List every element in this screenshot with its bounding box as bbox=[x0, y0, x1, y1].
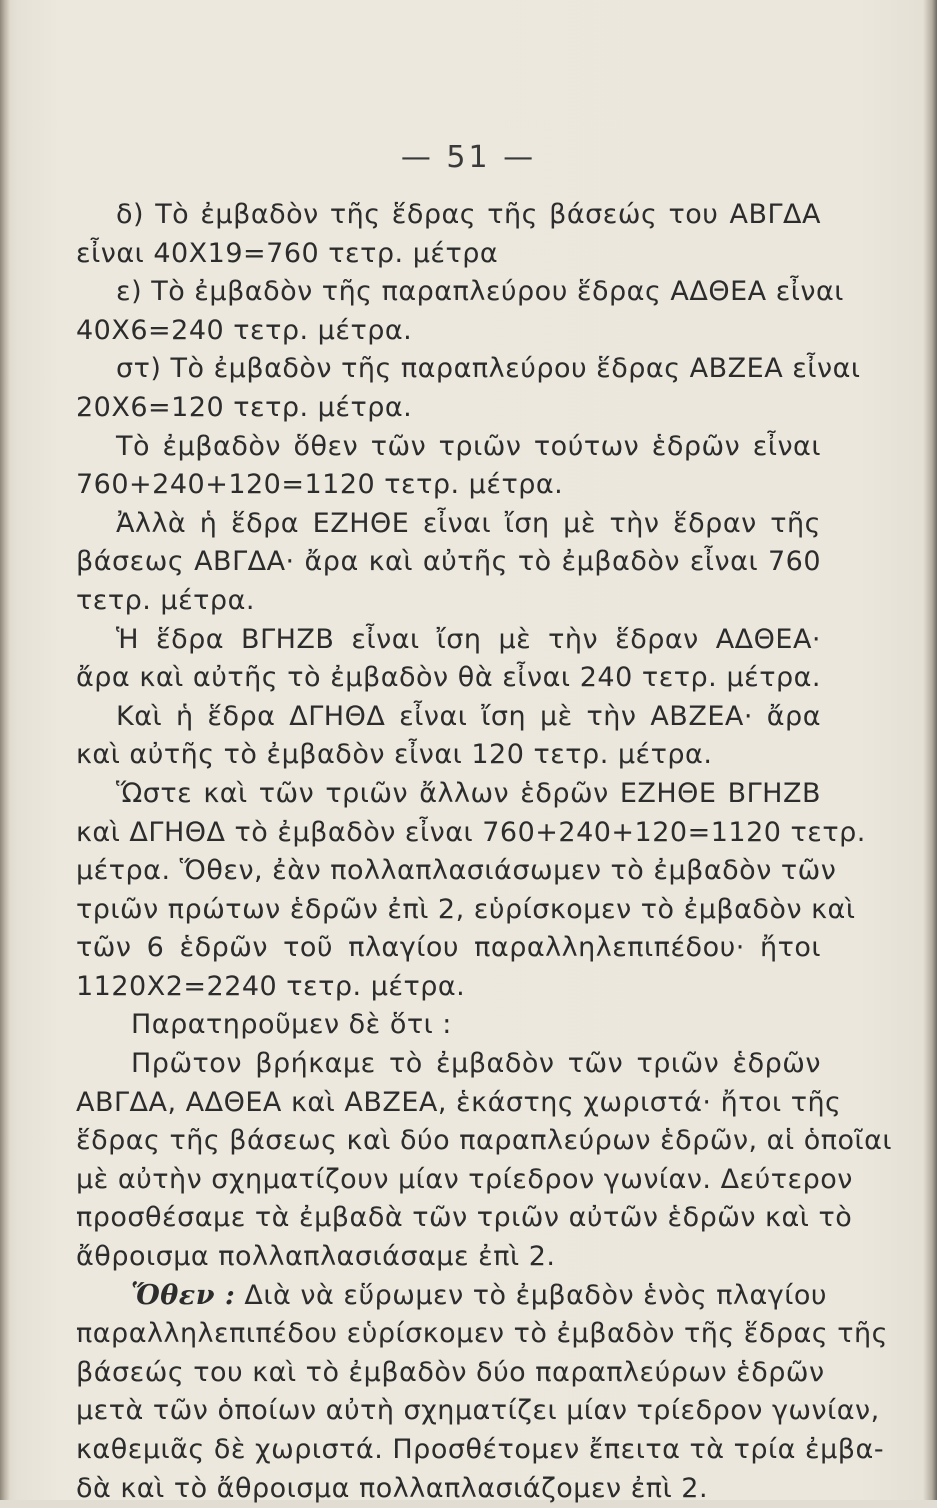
text-line: τῶν 6 ἑδρῶν τοῦ πλαγίου παραλληλεπιπέδου· ἤτοι bbox=[76, 932, 821, 964]
text-line: Πρῶτον βρήκαμε τὸ ἐμβαδὸν τῶν τριῶν ἑδρῶν bbox=[131, 1048, 821, 1080]
text-line: μέτρα. Ὅθεν, ἐὰν πολλαπλασιάσωμεν τὸ ἐμβαδὸν τῶν bbox=[76, 855, 837, 887]
text-line: εἶναι 40Χ19=760 τετρ. μέτρα bbox=[76, 237, 499, 269]
text-line: προσθέσαμε τὰ ἐμβαδὰ τῶν τριῶν αὐτῶν ἑδρῶν καὶ τὸ bbox=[76, 1202, 853, 1234]
text-line: ἄρα καὶ αὐτῆς τὸ ἐμβαδὸν θὰ εἶναι 240 τετρ. μέτρα. bbox=[76, 662, 821, 694]
text-line: τετρ. μέτρα. bbox=[76, 584, 255, 616]
text-line: Παρατηροῦμεν δὲ ὅτι : bbox=[131, 1009, 452, 1041]
text-line: δὰ καὶ τὸ ἄθροισμα πολλαπλασιάζομεν ἐπὶ 2. bbox=[76, 1472, 709, 1504]
lead-text: Διὰ νὰ εὕρωμεν τὸ ἐμβαδὸν ἑνὸς πλαγίου bbox=[244, 1279, 828, 1311]
final-paragraph-lead bbox=[76, 1277, 828, 1316]
text-line: μετὰ τῶν ὁποίων αὐτὴ σχηματίζει μίαν τρίεδρον γωνίαν, bbox=[76, 1395, 880, 1427]
page-number: — 51 — bbox=[400, 140, 537, 175]
text-line: 40Χ6=240 τετρ. μέτρα. bbox=[76, 314, 413, 346]
text-line: βάσεως ΑΒΓΔΑ· ἄρα καὶ αὐτῆς τὸ ἐμβαδὸν εἶναι 760 bbox=[76, 546, 821, 578]
body-text bbox=[76, 196, 893, 1508]
text-line: ἕδρας τῆς βάσεως καὶ δύο παραπλεύρων ἑδρῶν, αἱ ὁποῖαι bbox=[76, 1125, 893, 1157]
page-edge bbox=[923, 0, 937, 1500]
text-line: 760+240+120=1120 τετρ. μέτρα. bbox=[76, 469, 564, 501]
italic-lead: Ὅθεν : bbox=[131, 1279, 236, 1311]
text-line: παραλληλεπιπέδου εὑρίσκομεν τὸ ἐμβαδὸν τῆς ἕδρας τῆς bbox=[76, 1318, 888, 1350]
text-line: ἄθροισμα πολλαπλασιάσαμε ἐπὶ 2. bbox=[76, 1241, 556, 1273]
text-line: δ) Τὸ ἐμβαδὸν τῆς ἕδρας τῆς βάσεώς του ΑΒΓΔΑ bbox=[116, 199, 821, 230]
binding-edge bbox=[0, 0, 10, 1500]
text-line: Καὶ ἡ ἕδρα ΔΓΗΘΔ εἶναι ἴση μὲ τὴν ΑΒΖΕΑ· ἄρα bbox=[116, 700, 821, 732]
text-line: ε) Τὸ ἐμβαδὸν τῆς παραπλεύρου ἕδρας ΑΔΘΕΑ εἶναι bbox=[116, 276, 844, 308]
text-line: καὶ ΔΓΗΘΔ τὸ ἐμβαδὸν εἶναι 760+240+120=1120 τετρ. bbox=[76, 816, 866, 848]
text-line: ΑΒΓΔΑ, ΑΔΘΕΑ καὶ ΑΒΖΕΑ, ἑκάστης χωριστά· ἤτοι τῆς bbox=[76, 1086, 842, 1118]
text-line: καὶ αὐτῆς τὸ ἐμβαδὸν εἶναι 120 τετρ. μέτρα. bbox=[76, 739, 713, 771]
text-line: βάσεώς του καὶ τὸ ἐμβαδὸν δύο παραπλεύρων ἑδρῶν bbox=[76, 1356, 825, 1388]
text-line: μὲ αὐτὴν σχηματίζουν μίαν τρίεδρον γωνίαν. Δεύτερον bbox=[76, 1163, 853, 1195]
text-line: καθεμιᾶς δὲ χωριστά. Προσθέτομεν ἔπειτα τὰ τρία ἐμβα- bbox=[76, 1434, 885, 1465]
text-line: 1120Χ2=2240 τετρ. μέτρα. bbox=[76, 970, 466, 1002]
text-line: Ἀλλὰ ἡ ἕδρα ΕΖΗΘΕ εἶναι ἴση μὲ τὴν ἕδραν τῆς bbox=[116, 507, 821, 539]
text-line: τριῶν πρώτων ἑδρῶν ἐπὶ 2, εὑρίσκομεν τὸ ἐμβαδὸν καὶ bbox=[76, 893, 856, 925]
text-line: Ἡ ἕδρα ΒΓΗΖΒ εἶναι ἴση μὲ τὴν ἕδραν ΑΔΘΕΑ· bbox=[116, 623, 821, 655]
text-line: στ) Τὸ ἐμβαδὸν τῆς παραπλεύρου ἕδρας ΑΒΖΕΑ εἶναι bbox=[116, 353, 861, 385]
text-line: Τὸ ἐμβαδὸν ὅθεν τῶν τριῶν τούτων ἑδρῶν εἶναι bbox=[116, 430, 821, 462]
text-line: 20Χ6=120 τετρ. μέτρα. bbox=[76, 391, 413, 423]
text-line: Ὥστε καὶ τῶν τριῶν ἄλλων ἑδρῶν ΕΖΗΘΕ ΒΓΗΖΒ bbox=[116, 777, 821, 809]
